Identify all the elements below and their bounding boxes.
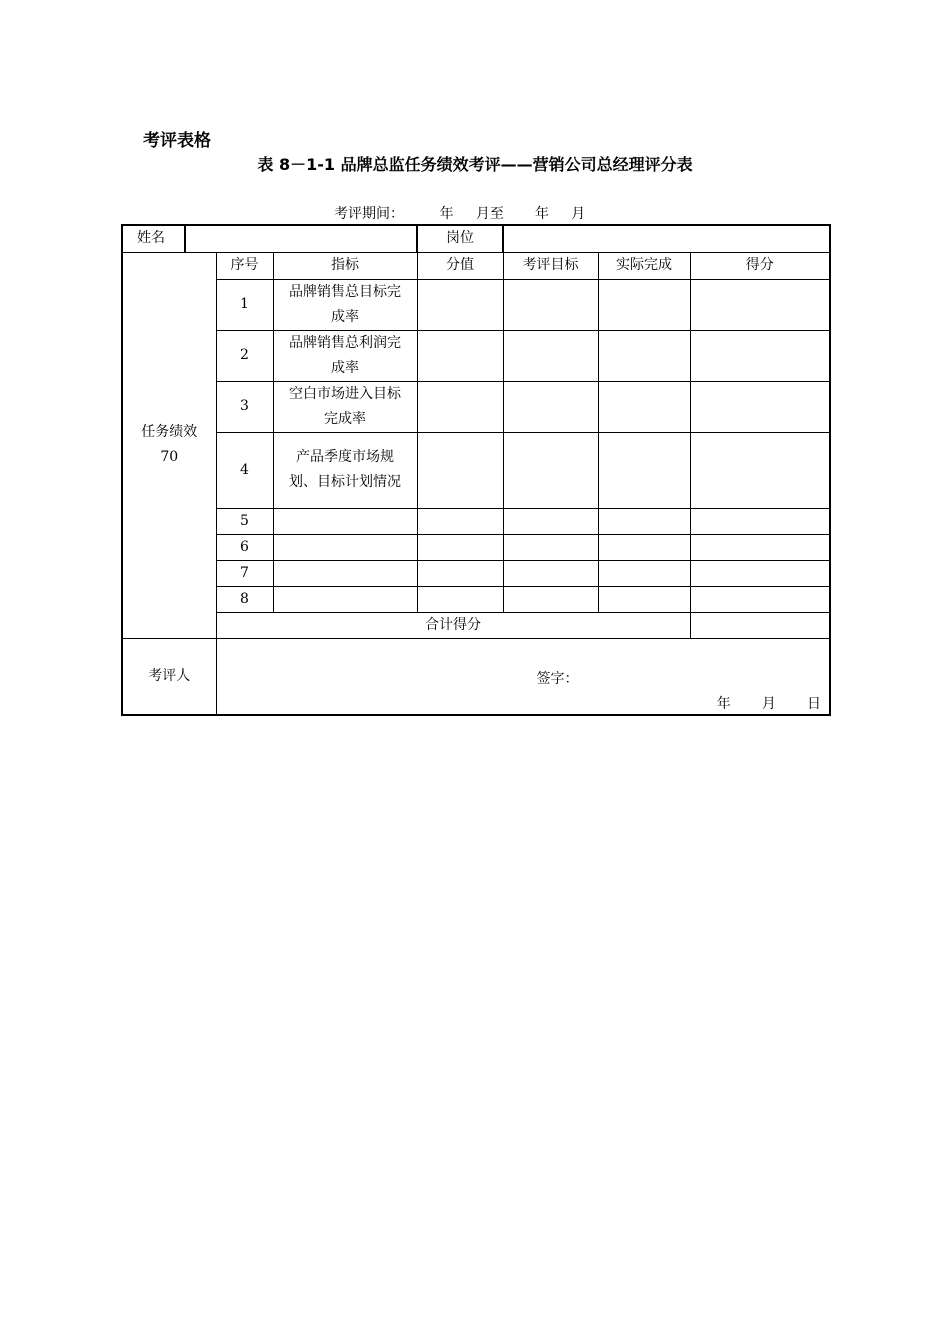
score-cell[interactable]: [690, 560, 830, 586]
header-target: 考评目标: [503, 252, 598, 279]
row-indicator: 产品季度市场规划、目标计划情况: [273, 432, 417, 508]
name-label: 姓名: [122, 225, 185, 252]
task-performance-label: 任务绩效 70: [122, 252, 216, 638]
row-indicator: 空白市场进入目标完成率: [273, 381, 417, 432]
row-indicator[interactable]: [273, 508, 417, 534]
score-cell[interactable]: [690, 381, 830, 432]
row-seq: 6: [216, 534, 273, 560]
row-indicator[interactable]: [273, 534, 417, 560]
score-cell[interactable]: [690, 279, 830, 330]
post-field[interactable]: [503, 225, 830, 252]
row-indicator: 品牌销售总利润完成率: [273, 330, 417, 381]
header-seq: 序号: [216, 252, 273, 279]
weight-cell[interactable]: [417, 560, 503, 586]
actual-cell[interactable]: [598, 586, 690, 612]
target-cell[interactable]: [503, 381, 598, 432]
evaluation-form: [121, 224, 831, 716]
score-cell[interactable]: [690, 432, 830, 508]
weight-cell[interactable]: [417, 381, 503, 432]
row-seq: 3: [216, 381, 273, 432]
row-indicator: 品牌销售总目标完成率: [273, 279, 417, 330]
actual-cell[interactable]: [598, 560, 690, 586]
score-cell[interactable]: [690, 534, 830, 560]
name-field[interactable]: [185, 225, 417, 252]
row-seq: 8: [216, 586, 273, 612]
weight-cell[interactable]: [417, 508, 503, 534]
actual-cell[interactable]: [598, 279, 690, 330]
row-seq: 4: [216, 432, 273, 508]
weight-cell[interactable]: [417, 279, 503, 330]
actual-cell[interactable]: [598, 534, 690, 560]
row-seq: 1: [216, 279, 273, 330]
reviewer-label: 考评人: [122, 638, 216, 715]
target-cell[interactable]: [503, 560, 598, 586]
target-cell[interactable]: [503, 508, 598, 534]
score-cell[interactable]: [690, 330, 830, 381]
row-indicator[interactable]: [273, 586, 417, 612]
actual-cell[interactable]: [598, 508, 690, 534]
target-cell[interactable]: [503, 586, 598, 612]
header-score: 得分: [690, 252, 830, 279]
row-seq: 5: [216, 508, 273, 534]
weight-cell[interactable]: [417, 330, 503, 381]
post-label: 岗位: [417, 225, 503, 252]
signature-label: 签字：: [536, 670, 579, 687]
actual-cell[interactable]: [598, 381, 690, 432]
review-period: 考评期间： 年 月至 年 月: [334, 206, 586, 222]
header-weight: 分值: [417, 252, 503, 279]
score-cell[interactable]: [690, 508, 830, 534]
row-seq: 2: [216, 330, 273, 381]
weight-cell[interactable]: [417, 432, 503, 508]
target-cell[interactable]: [503, 534, 598, 560]
score-cell[interactable]: [690, 586, 830, 612]
signature-date: 年 月 日: [716, 695, 822, 712]
weight-cell[interactable]: [417, 586, 503, 612]
row-indicator[interactable]: [273, 560, 417, 586]
target-cell[interactable]: [503, 432, 598, 508]
actual-cell[interactable]: [598, 330, 690, 381]
target-cell[interactable]: [503, 330, 598, 381]
header-actual: 实际完成: [598, 252, 690, 279]
weight-cell[interactable]: [417, 534, 503, 560]
actual-cell[interactable]: [598, 432, 690, 508]
signature-area[interactable]: [216, 638, 830, 715]
total-score-label: 合计得分: [216, 612, 690, 638]
row-seq: 7: [216, 560, 273, 586]
total-score-field[interactable]: [690, 612, 830, 638]
section-heading: 考评表格: [143, 131, 211, 151]
header-indicator: 指标: [273, 252, 417, 279]
table-title: 表 8－1-1 品牌总监任务绩效考评——营销公司总经理评分表: [257, 155, 693, 174]
target-cell[interactable]: [503, 279, 598, 330]
